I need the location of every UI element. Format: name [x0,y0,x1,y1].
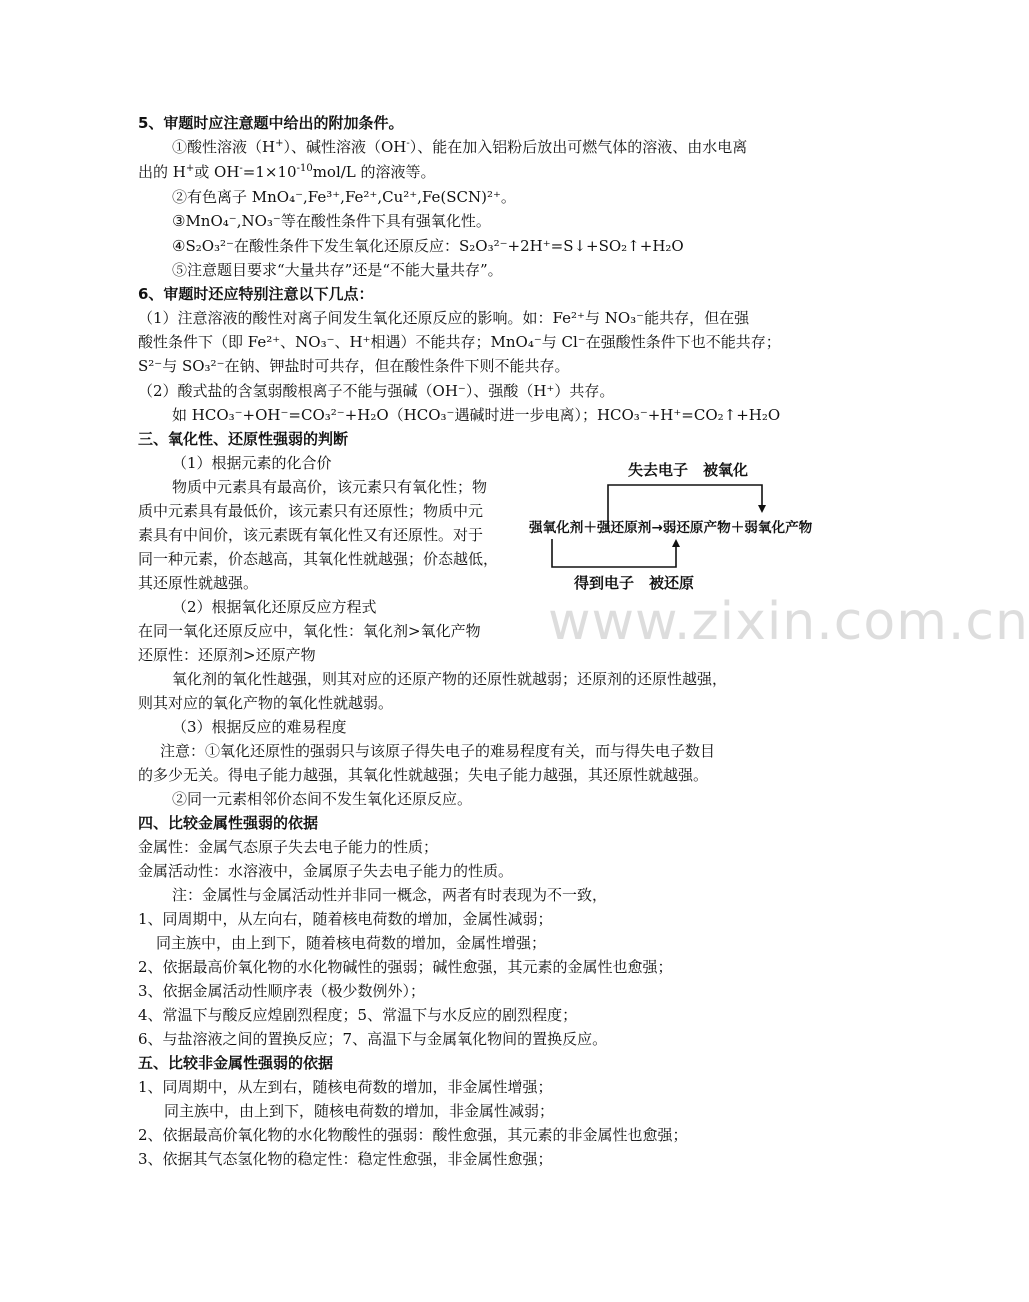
section-3-title: 三、氧化性、还原性强弱的判断 [138,430,349,448]
sec4-item6: 6、与盐溶液之间的置换反应；7、高温下与金属氧化物间的置换反应。 [138,1030,608,1048]
sec3-sub2-line4: 则其对应的氧化产物的氧化性就越弱。 [138,694,394,712]
sec6-point1-line1: （1）注意溶液的酸性对离子间发生氧化还原反应的影响。如：Fe²⁺与 NO₃⁻能共存，但在强 [138,309,750,327]
sec5-cond5: ⑤注意题目要求“大量共存”还是“不能大量共存”。 [172,261,503,279]
diagram-top-arrowhead [758,505,766,513]
sec3-sub2-line2: 还原性：还原剂>还原产物 [138,646,316,664]
sec6-point2-example: 如 HCO₃⁻+OH⁻=CO₃²⁻+H₂O（HCO₃⁻遇碱时进一步电离）；HCO₃⁻+H⁺=CO₂↑+H₂O [172,406,781,424]
sec5-cond1-line2: 出的 H+或 $OH^-=1\times 10^{-10}mol/L$ 的溶液等。 [138,163,436,181]
sec3-sub3-line1: 注意：①氧化还原性的强弱只与该原子得失电子的难易程度有关，而与得失电子数目 [160,742,716,760]
sec4-def1: 金属性：金属气态原子失去电子能力的性质； [138,838,439,856]
sec3-sub1-line5: 其还原性就越强。 [138,574,259,592]
diagram-bottom-bracket [552,539,676,567]
sec3-sub2-line1: 在同一氧化还原反应中，氧化性：氧化剂>氧化产物 [138,622,481,640]
redox-diagram [526,455,813,595]
sec3-sub2-line3: 氧化剂的氧化性越强，则其对应的还原产物的还原性就越弱；还原剂的还原性越强， [172,670,728,688]
sec5-cond3: ③MnO₄⁻,NO₃⁻等在酸性条件下具有强氧化性。 [172,212,491,230]
sec4-def2: 金属活动性：水溶液中，金属原子失去电子能力的性质。 [138,862,514,880]
sec3-sub3-heading: （3）根据反应的难易程度 [172,718,347,736]
sec3-sub1-line4: 同一种元素，价态越高，其氧化性就越强；价态越低， [138,550,499,568]
section-6-title: 6、审题时还应特别注意以下几点： [138,285,374,303]
sec6-point1-line2: 酸性条件下（即 Fe²⁺、NO₃⁻、H⁺相遇）不能共存；MnO₄⁻与 Cl⁻在强酸性条件下也不能共存； [138,333,781,351]
diagram-bottom-label: 得到电子 被还原 [574,574,695,592]
sec6-point1-line3: S²⁻与 SO₃²⁻在钠、钾盐时可共存，但在酸性条件下则不能共存。 [138,357,570,375]
section-5b-title: 五、比较非金属性强弱的依据 [138,1054,334,1072]
sec3-sub1-line2: 质中元素具有最低价，该元素只有还原性；物质中元 [138,502,484,520]
diagram-bottom-arrowhead [672,539,680,547]
sec4-item1: 1、同周期中，从左向右，随着核电荷数的增加，金属性减弱； [138,910,553,928]
sec5-cond2: ②有色离子 MnO₄⁻,Fe³⁺,Fe²⁺,Cu²⁺,Fe(SCN)²⁺。 [172,188,516,206]
section-5-title: 5、审题时应注意题中给出的附加条件。 [138,114,404,132]
diagram-top-label: 失去电子 被氧化 [628,461,749,479]
sec4-note: 注：金属性与金属活动性并非同一概念，两者有时表现为不一致， [172,886,608,904]
section-4-title: 四、比较金属性强弱的依据 [138,814,319,832]
sec5-cond4: ④S₂O₃²⁻在酸性条件下发生氧化还原反应：S₂O₃²⁻+2H⁺=S↓+SO₂↑+H₂O [172,237,684,255]
sec4-item1b: 同主族中，由上到下，随着核电荷数的增加，金属性增强； [156,934,547,952]
sec3-sub1-line1: 物质中元素具有最高价，该元素只有氧化性；物 [172,478,488,496]
sec3-sub1-heading: （1）根据元素的化合价 [172,454,332,472]
sec5-cond1-line1: ①酸性溶液（H+）、碱性溶液（OH-）、能在加入铝粉后放出可燃气体的溶液、由水电离 [172,138,748,156]
sec3-sub3-line3: ②同一元素相邻价态间不发生氧化还原反应。 [172,790,473,808]
sec5b-item3: 3、依据其气态氢化物的稳定性：稳定性愈强，非金属性愈强； [138,1150,553,1168]
sec3-sub1-line3: 素具有中间价，该元素既有氧化性又有还原性。对于 [138,526,484,544]
sec4-item4: 4、常温下与酸反应煌剧烈程度；5、常温下与水反应的剧烈程度； [138,1006,578,1024]
sec6-point2: （2）酸式盐的含氢弱酸根离子不能与强碱（OH⁻）、强酸（H⁺）共存。 [138,382,615,400]
sec5b-item2: 2、依据最高价氧化物的水化物酸性的强弱：酸性愈强，其元素的非金属性也愈强； [138,1126,688,1144]
sec5b-item1b: 同主族中，由上到下，随核电荷数的增加，非金属性减弱； [164,1102,555,1120]
sec3-sub2-heading: （2）根据氧化还原反应方程式 [172,598,377,616]
diagram-equation: 强氧化剂＋强还原剂→弱还原产物＋弱氧化产物 [529,520,813,536]
sec5b-item1: 1、同周期中，从左到右，随核电荷数的增加，非金属性增强； [138,1078,553,1096]
sec3-sub3-line2: 的多少无关。得电子能力越强，其氧化性就越强；失电子能力越强，其还原性就越强。 [138,766,709,784]
sec4-item2: 2、依据最高价氧化物的水化物碱性的强弱；碱性愈强，其元素的金属性也愈强； [138,958,673,976]
watermark: www.zixin.com.cn [548,592,1029,652]
sec4-item3: 3、依据金属活动性顺序表（极少数例外）； [138,982,426,1000]
